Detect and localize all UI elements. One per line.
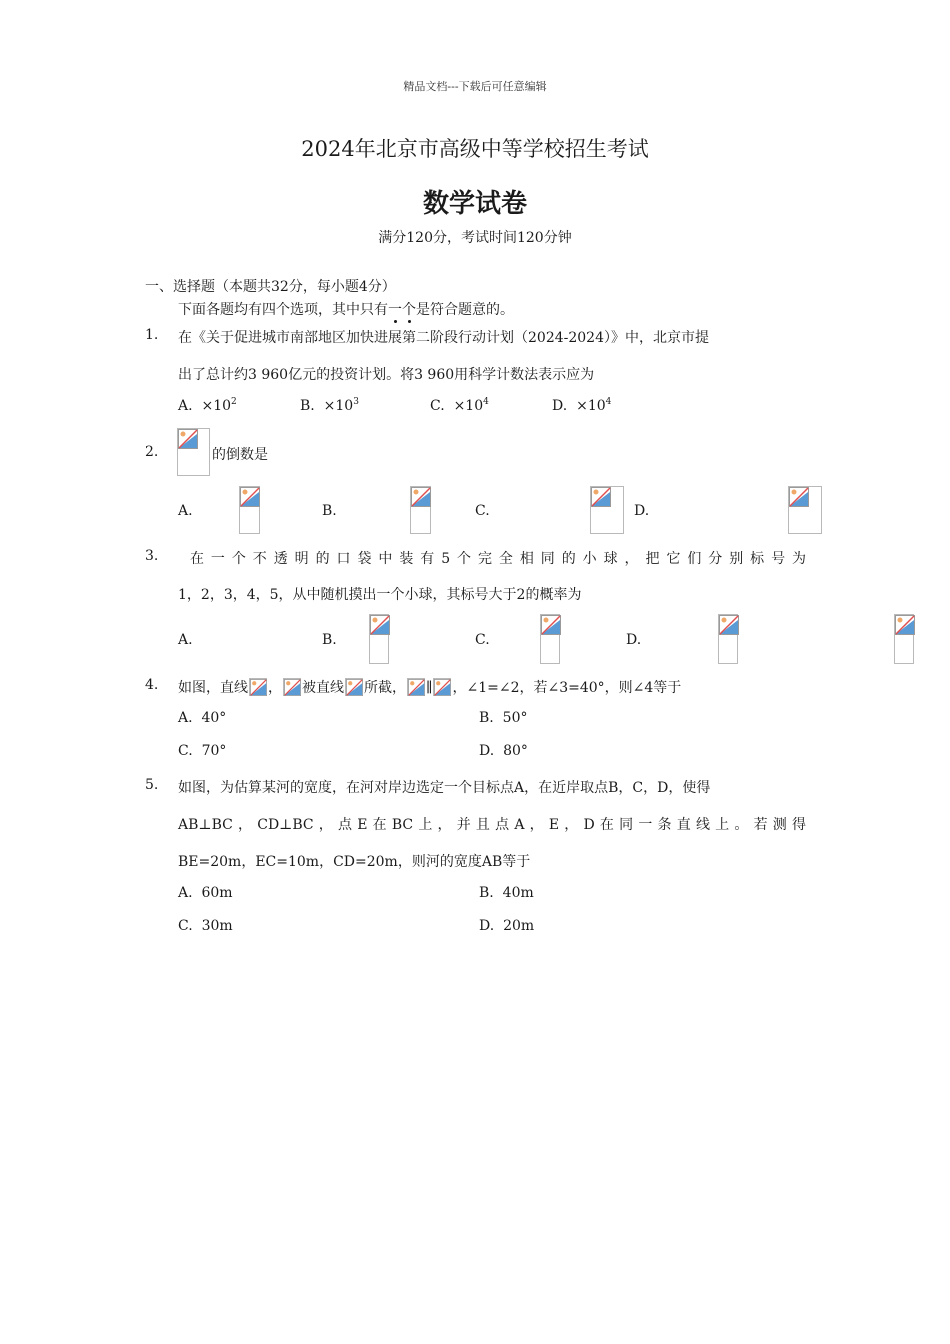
question-5-option-b: B. 40m <box>479 885 534 901</box>
question-5-option-c: C. 30m <box>178 918 233 934</box>
question-3-option-b-label: B. <box>322 632 337 648</box>
question-4-option-c: C. 70° <box>178 743 227 759</box>
exam-subtitle: 数学试卷 <box>422 189 527 219</box>
question-2-option-c-image-icon <box>590 486 624 534</box>
line-c-image-icon <box>345 678 363 696</box>
line-a-image-icon <box>249 678 267 696</box>
exam-title: 2024年北京市高级中等学校招生考试 <box>301 137 649 161</box>
question-5-line-1: 如图，为估算某河的宽度，在河对岸边选定一个目标点A，在近岸取点B，C，D，使得 <box>178 780 711 796</box>
question-5-line-2: AB⊥BC，CD⊥BC，点E在BC上，并且点A，E，D在同一条直线上。若测得 <box>178 817 806 833</box>
question-2-option-b-image-icon <box>410 486 431 534</box>
question-5-number: 5. <box>145 777 159 793</box>
question-3-number: 3. <box>145 548 159 564</box>
question-2-option-d-label: D. <box>634 503 650 519</box>
section-heading: 一、选择题（本题共32分，每小题4分） <box>145 279 396 295</box>
question-5-option-a: A. 60m <box>178 885 233 901</box>
section-instruction <box>178 299 514 319</box>
instruction-pre: 下面各题均有四个选项，其中只有 <box>178 302 388 318</box>
instruction-post: 是符合题意的。 <box>416 302 514 318</box>
question-1-option-c: C. $\times 10^4$ <box>430 397 489 414</box>
question-1-line-1: 在《关于促进城市南部地区加快进展第二阶段行动计划（2024-2024）》中，北京市提 <box>178 330 709 346</box>
question-3-option-d-image-icon <box>894 614 914 664</box>
question-4-option-a: A. 40° <box>178 710 227 726</box>
question-2-formula-image-icon <box>177 428 210 476</box>
question-3-option-b-image-icon <box>540 614 560 664</box>
question-2-option-a-label: A. <box>178 503 193 519</box>
question-2-option-b-label: B. <box>322 503 337 519</box>
question-3-option-d-label: D. <box>626 632 642 648</box>
question-1-option-b: B. $\times 10^3$ <box>300 397 359 414</box>
line-a2-image-icon <box>407 678 425 696</box>
question-1-line-2: 出了总计约3 960亿元的投资计划。将3 960用科学计数法表示应为 <box>178 367 595 383</box>
question-3-option-a-image-icon <box>369 614 389 664</box>
question-3-option-c-image-icon <box>718 614 738 664</box>
instruction-emphasis-2: 个 <box>402 302 416 318</box>
question-3-line-1: 在一个不透明的口袋中装有5个完全相同的小球，把它们分别标号为 <box>190 551 806 567</box>
question-1-option-a: A. $\times 10^2$ <box>178 397 237 414</box>
header-note: 精品文档---下载后可任意编辑 <box>403 80 547 93</box>
question-4-option-d: D. 80° <box>479 743 528 759</box>
question-2-number: 2. <box>145 444 159 460</box>
question-1-number: 1. <box>145 327 159 343</box>
question-3-line-2: 1，2，3，4，5，从中随机摸出一个小球，其标号大于2的概率为 <box>178 587 582 603</box>
question-2-option-d-image-icon <box>788 486 822 534</box>
question-4-number: 4. <box>145 677 159 693</box>
question-3-option-c-label: C. <box>475 632 490 648</box>
line-b2-image-icon <box>433 678 451 696</box>
score-time-line: 满分120分，考试时间120分钟 <box>378 230 572 246</box>
instruction-emphasis-1: 一 <box>388 302 402 318</box>
question-4-stem: 如图，直线 ， 被直线 所截， ∥ ，∠1=∠2，若∠3=40°，则∠4等于 <box>178 680 682 696</box>
question-5-line-3: BE=20m，EC=10m，CD=20m，则河的宽度AB等于 <box>178 854 531 870</box>
line-b-image-icon <box>283 678 301 696</box>
question-1-option-d: D. $\times 10^4$ <box>552 397 612 414</box>
question-5-option-d: D. 20m <box>479 918 535 934</box>
question-2-text: 的倒数是 <box>212 447 268 463</box>
question-2-option-c-label: C. <box>475 503 490 519</box>
question-4-option-b: B. 50° <box>479 710 528 726</box>
question-2-option-a-image-icon <box>239 486 260 534</box>
question-3-option-a-label: A. <box>178 632 193 648</box>
